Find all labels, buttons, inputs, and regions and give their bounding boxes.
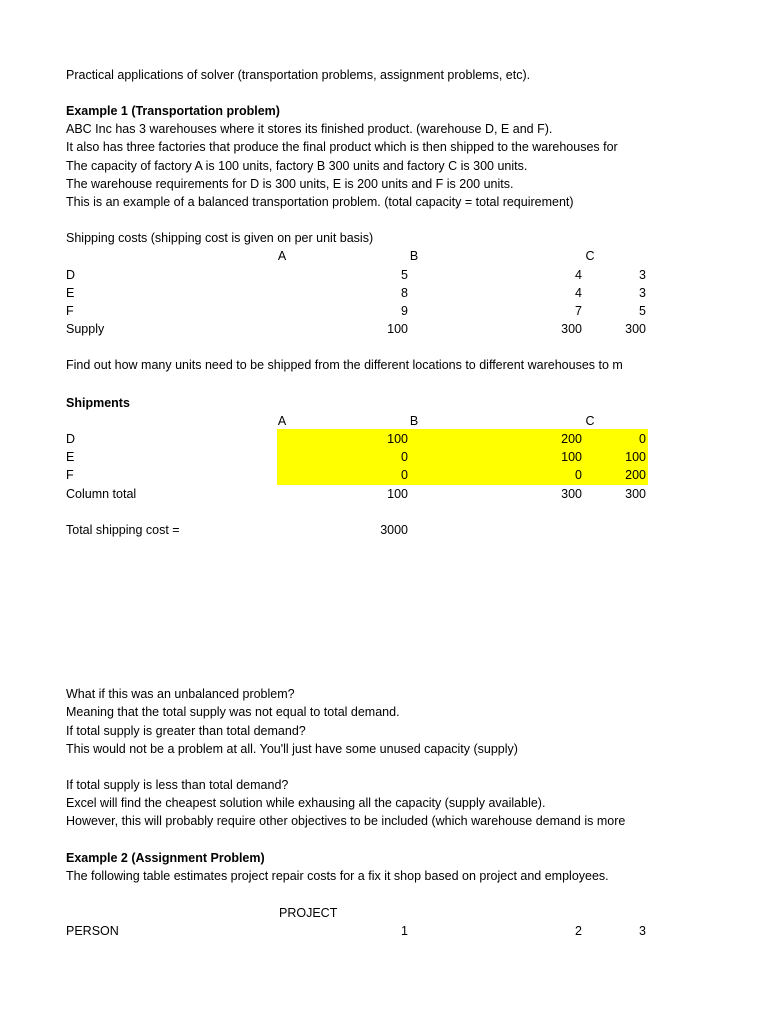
table-cell: 300 — [625, 487, 646, 501]
decision-cell[interactable]: 200 — [561, 432, 582, 446]
column-header: A — [277, 249, 287, 263]
table-cell: 3 — [639, 268, 646, 282]
row-label: Supply — [66, 322, 105, 336]
example1-line: The capacity of factory A is 100 units, factory B 300 units and factory C is 300 units. — [66, 159, 528, 173]
table-cell: 9 — [401, 304, 408, 318]
decision-cell[interactable]: 100 — [387, 432, 408, 446]
example1-line: The warehouse requirements for D is 300 units, E is 200 units and F is 200 units. — [66, 177, 514, 191]
table-cell: 100 — [387, 322, 408, 336]
question-text: Find out how many units need to be shipped from the different locations to different warehouses to m — [66, 358, 623, 372]
table-cell: 100 — [387, 487, 408, 501]
table-cell: 300 — [625, 322, 646, 336]
row-label: D — [66, 432, 76, 446]
decision-cell[interactable]: 0 — [401, 450, 408, 464]
row-label: F — [66, 468, 74, 482]
shipments-caption: Shipments — [66, 396, 130, 410]
example1-line: ABC Inc has 3 warehouses where it stores its finished product. (warehouse D, E and F). — [66, 122, 553, 136]
body-text: However, this will probably require other objectives to be included (which warehouse demand is more — [66, 814, 626, 828]
table-cell: 300 — [561, 487, 582, 501]
shipping-costs-caption: Shipping costs (shipping cost is given on per unit basis) — [66, 231, 374, 245]
table-cell: 5 — [639, 304, 646, 318]
column-header: B — [409, 249, 419, 263]
project-number: 3 — [639, 924, 646, 938]
body-text: Excel will find the cheapest solution while exhausing all the capacity (supply available). — [66, 796, 546, 810]
body-text: Meaning that the total supply was not equal to total demand. — [66, 705, 400, 719]
example2-line: The following table estimates project repair costs for a fix it shop based on project and employees. — [66, 869, 609, 883]
example2-title: Example 2 (Assignment Problem) — [66, 851, 265, 865]
total-cost-value: 3000 — [380, 523, 408, 537]
table-cell: 5 — [401, 268, 408, 282]
decision-cell[interactable]: 0 — [639, 432, 646, 446]
body-text: This would not be a problem at all. You'll just have some unused capacity (supply) — [66, 742, 518, 756]
total-cost-label: Total shipping cost = — [66, 523, 180, 537]
decision-cell[interactable]: 0 — [401, 468, 408, 482]
body-text: If total supply is less than total demand? — [66, 778, 289, 792]
table-cell: 7 — [575, 304, 582, 318]
table-cell: 300 — [561, 322, 582, 336]
column-header: C — [585, 249, 595, 263]
intro-text: Practical applications of solver (transportation problems, assignment problems, etc). — [66, 68, 531, 82]
example1-line: This is an example of a balanced transportation problem. (total capacity = total requirement) — [66, 195, 574, 209]
example1-title: Example 1 (Transportation problem) — [66, 104, 280, 118]
row-label: D — [66, 268, 76, 282]
table-cell: 8 — [401, 286, 408, 300]
decision-cell[interactable]: 100 — [625, 450, 646, 464]
table-cell: 4 — [575, 268, 582, 282]
person-header: PERSON — [66, 924, 119, 938]
decision-cell[interactable]: 100 — [561, 450, 582, 464]
project-number: 2 — [575, 924, 582, 938]
row-label: F — [66, 304, 74, 318]
column-header: B — [409, 414, 419, 428]
body-text: What if this was an unbalanced problem? — [66, 687, 295, 701]
table-cell: 4 — [575, 286, 582, 300]
project-header: PROJECT — [279, 906, 338, 920]
column-header: C — [585, 414, 595, 428]
decision-cell[interactable]: 0 — [575, 468, 582, 482]
example1-line: It also has three factories that produce the final product which is then shipped to the warehouses for — [66, 140, 618, 154]
decision-cell[interactable]: 200 — [625, 468, 646, 482]
column-header: A — [277, 414, 287, 428]
row-label: E — [66, 286, 75, 300]
row-label: Column total — [66, 487, 137, 501]
table-cell: 3 — [639, 286, 646, 300]
body-text: If total supply is greater than total demand? — [66, 724, 306, 738]
row-label: E — [66, 450, 75, 464]
project-number: 1 — [401, 924, 408, 938]
